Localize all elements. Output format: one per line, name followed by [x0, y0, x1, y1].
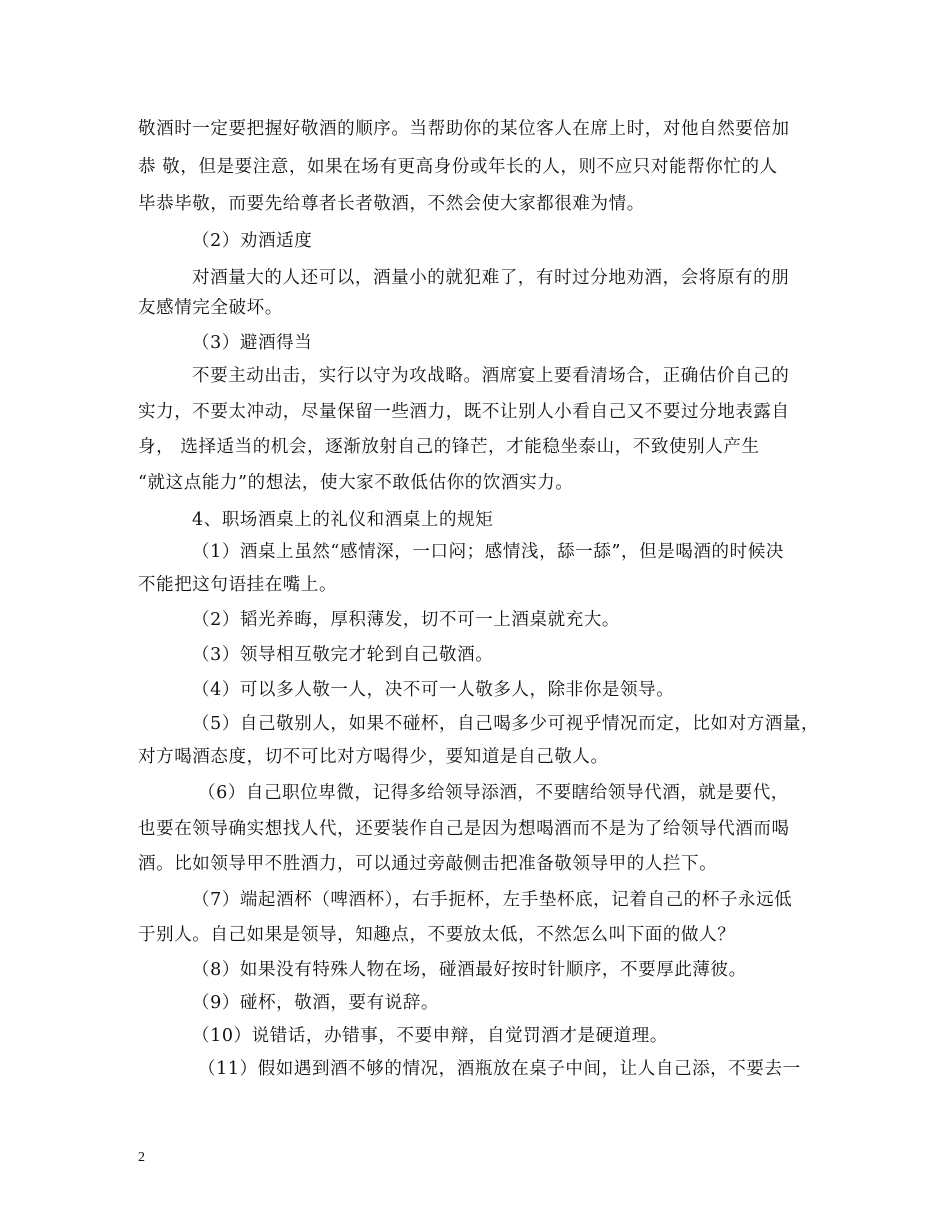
text-line: （7）端起酒杯（啤酒杯），右手扼杯，左手垫杯底，记着自己的杯子永远低 [192, 890, 793, 910]
text-line: “就这点能力”的想法，使大家不敢低估你的饮酒实力。 [138, 473, 574, 493]
text-line: 不要主动出击，实行以守为攻战略。酒席宴上要看清场合，正确估价自己的 [192, 366, 790, 386]
text-line: 酒。比如领导甲不胜酒力，可以通过旁敲侧击把准备敬领导甲的人拦下。 [138, 854, 718, 874]
section-heading: （2）劝酒适度 [192, 231, 313, 251]
text-line: （6）自己职位卑微，记得多给领导添酒，不要瞎给领导代酒，就是要代， [198, 783, 789, 803]
text-line: 恭 敬，但是要注意，如果在场有更高身份或年长的人，则不应只对能帮你忙的人 [138, 157, 778, 177]
section-heading: 4、职场酒桌上的礼仪和酒桌上的规矩 [192, 510, 494, 530]
text-line: 对方喝酒态度，切不可比对方喝得少，要知道是自己敬人。 [138, 747, 609, 767]
text-line: （8）如果没有特殊人物在场，碰酒最好按时针顺序，不要厚此薄彼。 [192, 960, 747, 980]
text-line: （10）说错话，办错事，不要申辩，自觉罚酒才是硬道理。 [192, 1026, 668, 1046]
section-heading: （3）避酒得当 [192, 333, 313, 353]
text-line: 敬酒时一定要把握好敬酒的顺序。当帮助你的某位客人在席上时，对他自然要倍加 [138, 119, 790, 139]
text-line: （1）酒桌上虽然“感情深，一口闷；感情浅，舔一舔”，但是喝酒的时候决 [192, 542, 784, 562]
text-line: 不能把这句语挂在嘴上。 [138, 575, 338, 595]
text-line: （9）碰杯，敬酒，要有说辞。 [192, 993, 440, 1013]
text-line: 也要在领导确实想找人代，还要装作自己是因为想喝酒而不是为了给领导代酒而喝 [138, 819, 790, 839]
text-line: 毕恭毕敬，而要先给尊者长者敬酒，不然会使大家都很难为情。 [138, 194, 645, 214]
text-line: （11）假如遇到酒不够的情况，酒瓶放在桌子中间，让人自己添，不要去一 [198, 1059, 801, 1079]
text-line: 友感情完全破坏。 [138, 298, 283, 318]
text-line: 于别人。自己如果是领导，知趣点，不要放太低，不然怎么叫下面的做人？ [138, 925, 736, 945]
text-line: （4）可以多人敬一人，决不可一人敬多人，除非你是领导。 [192, 680, 675, 700]
text-line: 身， 选择适当的机会，逐渐放射自己的锋芒，才能稳坐泰山，不致使别人产生 [138, 437, 760, 457]
text-line: （3）领导相互敬完才轮到自己敬酒。 [192, 645, 494, 665]
text-line: 对酒量大的人还可以，酒量小的就犯难了，有时过分地劝酒，会将原有的朋 [192, 268, 790, 288]
page-number: 2 [138, 1150, 145, 1165]
text-line: （2）韬光养晦，厚积薄发，切不可一上酒桌就充大。 [192, 610, 621, 630]
text-line: （5）自己敬别人，如果不碰杯，自己喝多少可视乎情况而定，比如对方酒量， [192, 714, 820, 734]
text-line: 实力，不要太冲动，尽量保留一些酒力，既不让别人小看自己又不要过分地表露自 [138, 402, 790, 422]
